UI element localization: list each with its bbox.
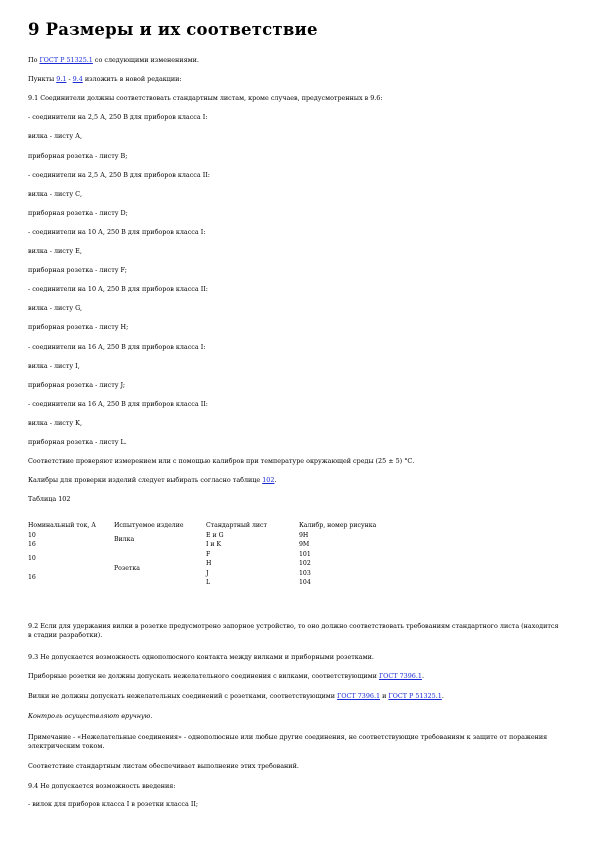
section-title: 9 Размеры и их соответствие	[28, 20, 318, 39]
paragraph-text: .	[274, 476, 277, 485]
reference-link[interactable]: 9.4	[72, 75, 83, 84]
paragraph-text: Пункты	[28, 75, 57, 84]
table-row	[28, 550, 409, 560]
reference-link[interactable]: ГОСТ 7396.1	[378, 672, 422, 680]
paragraph	[28, 56, 199, 65]
paragraph: вилка - листу С,	[28, 189, 83, 198]
paragraph: - соединители на 10 А, 250 В для приборов класса I:	[28, 227, 206, 236]
paragraph: - соединители на 2,5 А, 250 В для приборов класса I:	[28, 113, 208, 122]
reference-link[interactable]: ГОСТ Р 51325.1	[39, 56, 93, 64]
paragraph: - соединители на 16 А, 250 В для приборов класса II:	[28, 399, 208, 408]
paragraph: Примечание - «Нежелательные соединения» - однополюсные или любые другие соединения, не соответствующие требованиям к защите от поражения электрическим током.	[28, 733, 548, 750]
paragraph: Соответствие стандартным листам обеспечивает выполнение этих требований.	[28, 762, 299, 770]
table-header-cell: Стандартный лист	[206, 522, 267, 529]
table-cell-gauge: 101	[299, 550, 311, 558]
table-cell-gauge: 103	[299, 569, 311, 577]
reference-link[interactable]: ГОСТ Р 51325.1	[388, 692, 442, 700]
table-row	[28, 569, 409, 579]
paragraph-text: Приборные розетки не должны допускать нежелательного соединения с вилками, соответствующими	[28, 672, 379, 680]
paragraph	[28, 672, 424, 681]
paragraph	[28, 75, 182, 84]
paragraph: - соединители на 16 А, 250 В для приборов класса I:	[28, 342, 206, 351]
table-cell-gauge: 9Н	[299, 531, 309, 539]
paragraph: 9.3 Не допускается возможность однополюсного контакта между вилками и приборными розетками.	[28, 653, 374, 661]
table-cell-gauge: 104	[299, 579, 311, 586]
table-cell-product: Розетка	[114, 564, 140, 572]
paragraph: приборная розетка - листу В;	[28, 151, 128, 160]
paragraph-text: Вилки не должны допускать нежелательных соединений с розетками, соответствующими	[28, 692, 338, 700]
paragraph: приборная розетка - листу D;	[28, 208, 128, 217]
paragraph-text: -	[66, 75, 73, 84]
table-header-cell: Калибр, номер рисунка	[299, 522, 377, 529]
table-cell-sheet: J	[206, 569, 209, 577]
paragraph: вилка - листу А,	[28, 132, 83, 141]
table-cell-sheet: Е и G	[206, 531, 224, 539]
table-row	[28, 540, 409, 550]
paragraph	[28, 692, 444, 701]
paragraph-text: По	[28, 56, 40, 64]
paragraph-text: .	[421, 672, 424, 680]
reference-link[interactable]: ГОСТ 7396.1	[337, 692, 381, 700]
paragraph-text: .	[441, 692, 444, 700]
table-cell-sheet: L	[206, 579, 211, 586]
table-cell-product: Вилка	[114, 536, 135, 544]
reference-link[interactable]: 9.1	[56, 75, 67, 84]
paragraph: вилка - листу G,	[28, 304, 83, 313]
paragraph: 9.1 Соединители должны соответствовать стандартным листам, кроме случаев, предусмотренных в 9.6:	[28, 94, 383, 103]
table-cell-sheet: F	[206, 550, 211, 558]
table-header-cell: Испытуемое изделие	[114, 522, 184, 529]
paragraph: 9.4 Не допускается возможность введения:	[28, 782, 176, 790]
paragraph: вилка - листу I,	[28, 361, 80, 370]
paragraph: 9.2 Если для удержания вилки в розетке предусмотрено запорное устройство, то оно должно соответствовать требованиям стандартного листа (находится в стадии разработки).	[28, 622, 559, 639]
table-header-cell: Номинальный ток, А	[28, 522, 96, 529]
paragraph-text: и	[380, 692, 389, 700]
paragraph: приборная розетка - листу J;	[28, 380, 125, 389]
table-cell-current: 16	[28, 574, 36, 582]
paragraph-text: со следующими изменениями.	[92, 56, 199, 64]
paragraph: - соединители на 10 А, 250 В для приборов класса II:	[28, 285, 208, 294]
paragraph: вилка - листу K,	[28, 418, 82, 427]
gauge-table	[28, 521, 409, 588]
table-cell-sheet: I и K	[206, 541, 222, 548]
paragraph-text: изложить в новой редакции:	[82, 75, 182, 84]
reference-link[interactable]: 102	[262, 476, 275, 485]
paragraph: приборная розетка - листу Н;	[28, 323, 129, 332]
table-cell-gauge: 102	[299, 560, 311, 567]
table-header-row	[28, 521, 409, 531]
paragraph-text: Калибры для проверки изделий следует выбирать согласно таблице	[28, 476, 263, 485]
paragraph: вилка - листу Е,	[28, 247, 82, 255]
table-cell-sheet: Н	[206, 560, 212, 567]
table-cell-current: 10	[28, 555, 36, 563]
paragraph	[28, 476, 276, 485]
paragraph: приборная розетка - листу L.	[28, 438, 127, 446]
paragraph: приборная розетка - листу F;	[28, 266, 127, 275]
table-cell-current: 16	[28, 541, 36, 548]
paragraph: - вилок для приборов класса I в розетки класса II;	[28, 800, 199, 808]
table-row	[28, 531, 409, 541]
paragraph: - соединители на 2,5 А, 250 В для приборов класса II:	[28, 170, 210, 179]
paragraph: Таблица 102	[28, 495, 71, 504]
table-cell-gauge: 9М	[299, 541, 310, 548]
table-cell-current: 10	[28, 531, 36, 539]
paragraph: Контроль осуществляют вручную.	[28, 712, 153, 720]
paragraph: Соответствие проверяют измерением или с помощью калибров при температуре окружающей среды (25 ± 5) °С.	[28, 457, 415, 466]
